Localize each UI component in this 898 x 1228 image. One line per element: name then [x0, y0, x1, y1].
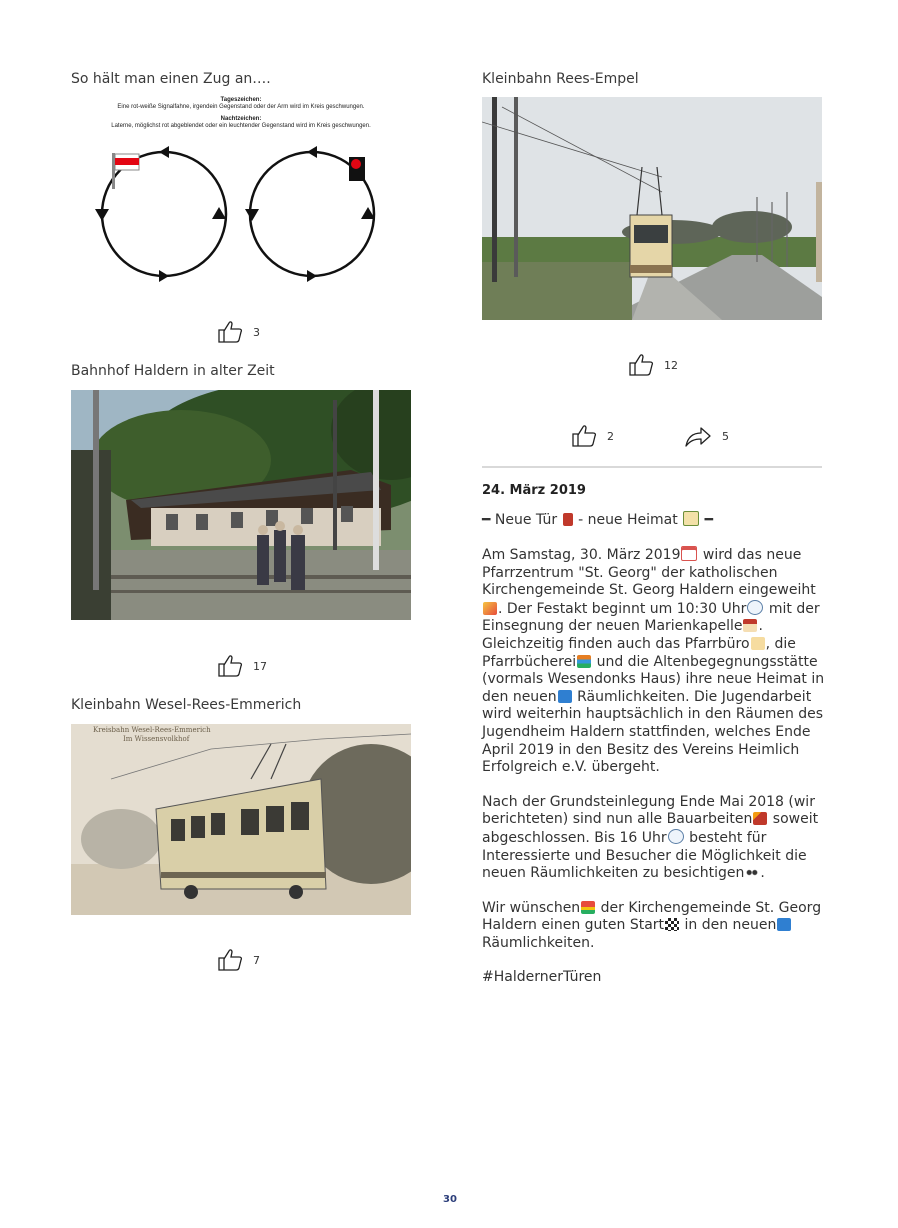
- like-counter[interactable]: [628, 353, 678, 377]
- text-segment: der Kirchengemeinde St. Georg Haldern einen guten Start: [482, 899, 822, 934]
- post-paragraph: [482, 546, 827, 777]
- diagram-day-text: Eine rot-weiße Signalfahne, irgendein Gegenstand oder der Arm wird im Kreis geschwungen.: [117, 104, 365, 110]
- signal-diagram: [71, 97, 411, 287]
- eyes-icon: [745, 866, 759, 879]
- text-segment: Räumlichkeiten. Die Jugendarbeit wird weiterhin hauptsächlich in den Räumen des Jugendheim Haldern stattfinden, welches Ende April 2019 in den Besitz des Vereins Heimlich Erfolgreich e.V. übergeht.: [482, 688, 824, 776]
- post-paragraph: [482, 900, 827, 953]
- photo-bahnhof-haldern: [71, 390, 411, 620]
- text-segment: , die Pfarrbücherei: [482, 635, 796, 670]
- calendar-icon: [681, 546, 697, 561]
- photo-kleinbahn-rees-empel: [482, 97, 822, 320]
- new-badge-icon: [558, 690, 572, 703]
- like-count: 3: [253, 325, 260, 339]
- post-caption-kleinbahn-wesel: Kleinbahn Wesel-Rees-Emmerich: [71, 697, 302, 713]
- post-caption-zug-anhalten: So hält man einen Zug an….: [71, 71, 271, 87]
- like-counter[interactable]: [217, 948, 260, 972]
- checkered-flag-icon: [665, 918, 679, 931]
- thumbs-up-icon: [217, 654, 243, 678]
- text-segment: soweit abgeschlossen. Bis 16 Uhr: [482, 811, 819, 846]
- like-count: 7: [253, 953, 260, 967]
- hashtag[interactable]: #HaldernerTüren: [482, 969, 602, 986]
- post-body: [482, 546, 827, 1004]
- signal-circles-svg: [71, 137, 411, 287]
- text-segment: mit der Einsegnung der neuen Marienkapelle: [482, 600, 820, 635]
- like-count: 12: [664, 358, 678, 372]
- headline-mid: - neue Heimat: [573, 512, 678, 528]
- text-segment: besteht für Interessierte und Besucher die Möglichkeit die neuen Räumlichkeiten zu besichtigen: [482, 829, 807, 882]
- door-icon: [563, 513, 573, 526]
- page-number: 30: [443, 1194, 457, 1205]
- like-counter[interactable]: [217, 320, 260, 344]
- party-popper-icon: [483, 602, 497, 615]
- text-segment: und die Altenbegegnungsstätte (vormals Wesendonks Haus) ihre neue Heimat in den neuen: [482, 653, 825, 705]
- text-segment: . Der Festakt beginnt um 10:30 Uhr: [498, 600, 747, 617]
- post-caption-rees-empel: Kleinbahn Rees-Empel: [482, 71, 639, 87]
- clock-icon: [747, 600, 763, 615]
- thumbs-up-icon: [217, 320, 243, 344]
- share-button[interactable]: [684, 424, 729, 448]
- text-segment: Räumlichkeiten.: [482, 934, 595, 951]
- books-icon: [577, 655, 591, 668]
- diagram-day-title: Tageszeichen:: [220, 97, 262, 103]
- postcard-caption-line2: Im Wissensvolkhof: [123, 735, 190, 743]
- house-icon: [683, 511, 699, 526]
- headline-prefix: ━ Neue Tür: [482, 512, 558, 528]
- new-badge-icon: [777, 918, 791, 931]
- like-counter[interactable]: [217, 654, 267, 678]
- thumbs-up-icon: [217, 948, 243, 972]
- church-icon: [743, 619, 757, 632]
- photo-kleinbahn-wesel: [71, 724, 411, 915]
- share-count: 5: [722, 429, 729, 443]
- headline-suffix: ━: [704, 512, 714, 528]
- text-segment: in den neuen: [680, 917, 777, 934]
- text-segment: Am Samstag, 30. März 2019: [482, 547, 681, 563]
- office-icon: [751, 637, 765, 650]
- post-caption-bahnhof: Bahnhof Haldern in alter Zeit: [71, 363, 275, 379]
- text-segment: .: [760, 865, 765, 882]
- photo-postcard-caption: [93, 726, 211, 744]
- post-divider: [482, 466, 822, 468]
- thumbs-up-icon: [571, 424, 597, 448]
- construction-worker-icon: [753, 812, 767, 825]
- post-paragraph: [482, 794, 827, 883]
- post-headline: [482, 511, 713, 528]
- text-segment: Nach der Grundsteinlegung Ende Mai 2018 (wir berichteten) sind nun alle Bauarbeiten: [482, 793, 815, 828]
- like-button[interactable]: [571, 424, 614, 448]
- bouquet-icon: [581, 901, 595, 914]
- share-arrow-icon: [684, 424, 712, 448]
- text-segment: wird das neue Pfarrzentrum "St. Georg" der katholischen Kirchengemeinde St. Georg Haldern eingeweiht: [482, 547, 816, 599]
- text-segment: . Gleichzeitig finden auch das Pfarrbüro: [482, 618, 763, 652]
- postcard-caption-line1: Kreisbahn Wesel-Rees-Emmerich: [93, 726, 211, 734]
- like-count: 2: [607, 429, 614, 443]
- like-count: 17: [253, 659, 267, 673]
- post-date: 24. März 2019: [482, 483, 586, 498]
- clock-icon: [668, 829, 684, 844]
- text-segment: Wir wünschen: [482, 899, 581, 916]
- diagram-night-text: Laterne, möglichst rot abgeblendet oder ein leuchtender Gegenstand wird im Kreis geschwungen.: [111, 123, 371, 129]
- diagram-night-title: Nachtzeichen:: [220, 116, 262, 122]
- thumbs-up-icon: [628, 353, 654, 377]
